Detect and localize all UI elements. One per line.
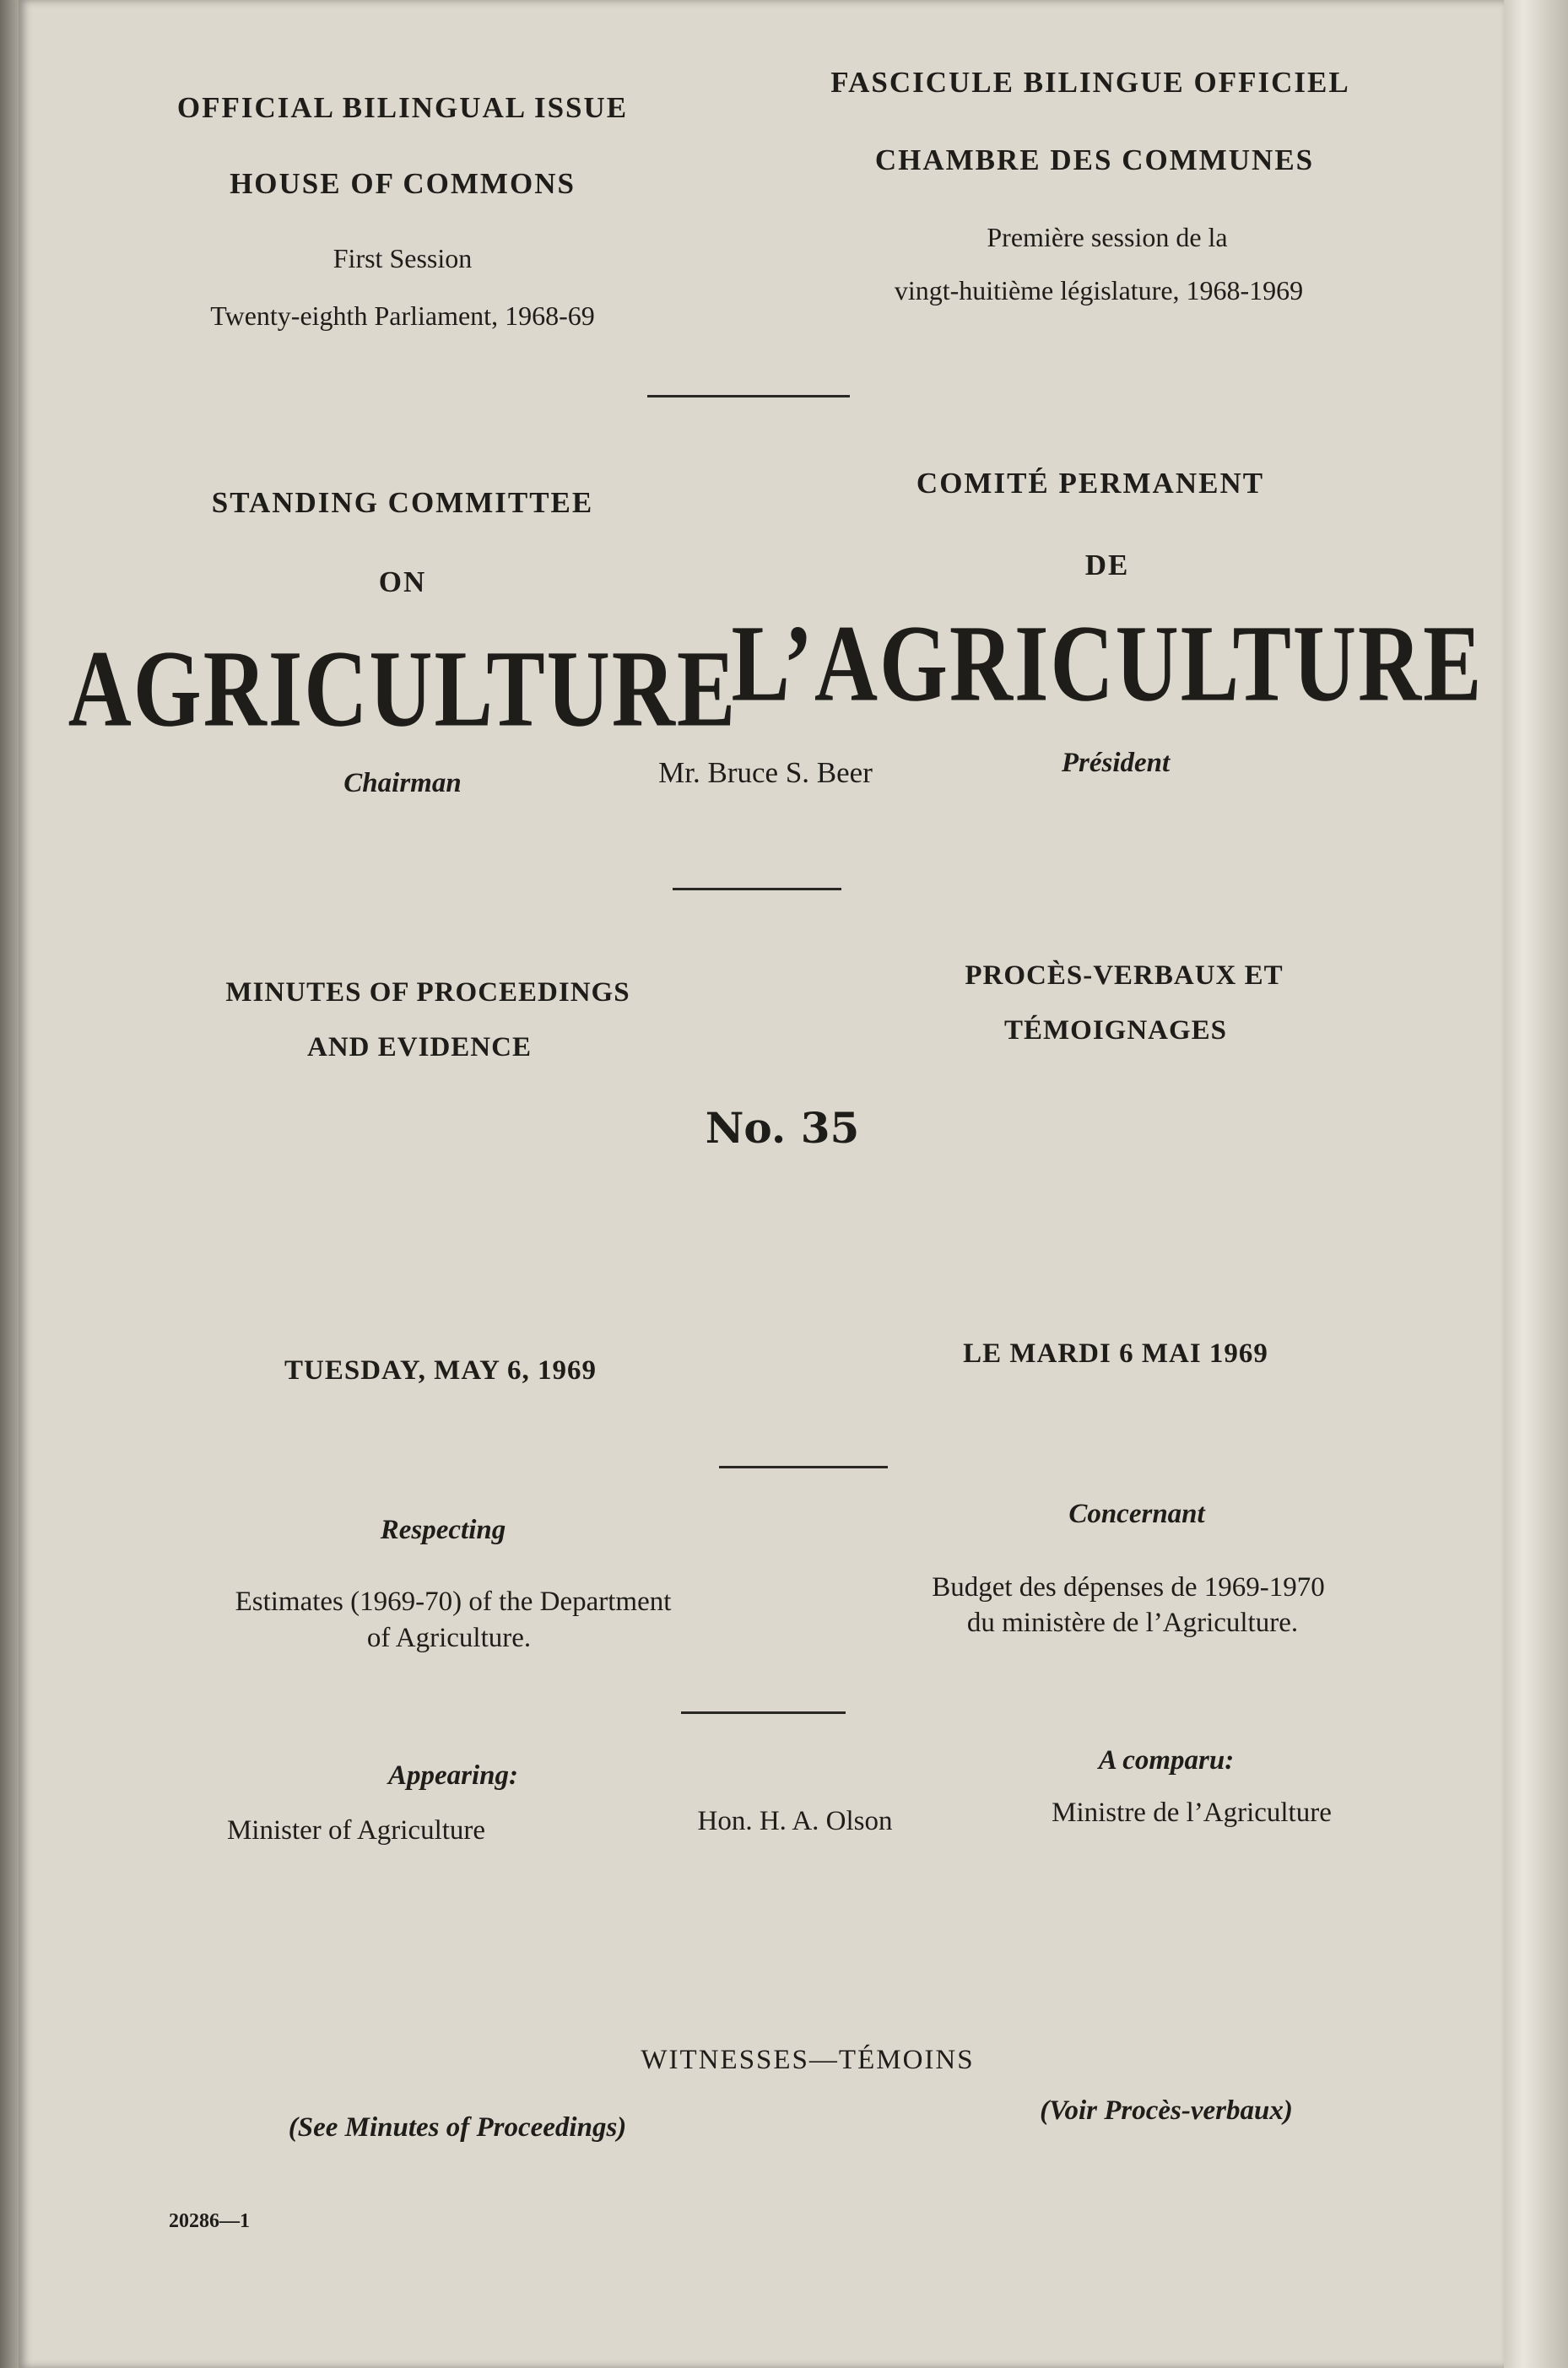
- budget-line-2: du ministère de l’Agriculture.: [966, 1608, 1299, 1638]
- chairman-name: Mr. Bruce S. Beer: [658, 756, 873, 789]
- fascicule-bilingue: FASCICULE BILINGUE OFFICIEL: [830, 66, 1350, 99]
- president-label: Président: [1061, 748, 1171, 778]
- parliament-line: Twenty-eighth Parliament, 1968-69: [210, 300, 595, 331]
- first-session: First Session: [333, 243, 473, 273]
- chambre-des-communes: CHAMBRE DES COMMUNES: [874, 143, 1315, 176]
- and-evidence: AND EVIDENCE: [307, 1032, 532, 1062]
- minutes-of-proceedings: MINUTES OF PROCEEDINGS: [225, 977, 630, 1008]
- a-comparu-label: A comparu:: [1098, 1745, 1235, 1776]
- estimates-line-1: Estimates (1969-70) of the Department: [235, 1587, 672, 1617]
- proces-verbaux: PROCÈS-VERBAUX ET: [965, 960, 1284, 991]
- lagriculture-title: L’AGRICULTURE: [731, 603, 1484, 725]
- mardi-date: LE MARDI 6 MAI 1969: [963, 1338, 1268, 1369]
- concernant-label: Concernant: [1068, 1499, 1205, 1529]
- witnesses-heading: WITNESSES—TÉMOINS: [641, 2045, 975, 2075]
- house-of-commons: HOUSE OF COMMONS: [230, 167, 576, 200]
- estimates-line-2: of Agriculture.: [366, 1623, 532, 1653]
- agriculture-title: AGRICULTURE: [68, 628, 738, 750]
- divider-rule: [681, 1711, 846, 1714]
- minister-name: Hon. H. A. Olson: [697, 1806, 893, 1836]
- see-minutes: (See Minutes of Proceedings): [288, 2112, 627, 2143]
- book-spine: [0, 0, 19, 2368]
- divider-rule: [647, 395, 850, 397]
- budget-line-1: Budget des dépenses de 1969-1970: [932, 1572, 1325, 1603]
- temoignages: TÉMOIGNAGES: [1003, 1015, 1228, 1046]
- page-edge: [1504, 0, 1568, 2368]
- respecting-label: Respecting: [380, 1515, 506, 1545]
- voir-proces-verbaux: (Voir Procès-verbaux): [1040, 2095, 1293, 2126]
- divider-rule: [673, 888, 841, 890]
- appearing-label: Appearing:: [387, 1760, 519, 1791]
- on-label: ON: [378, 565, 427, 598]
- minister-of-agriculture: Minister of Agriculture: [226, 1815, 486, 1846]
- official-bilingual-issue: OFFICIAL BILINGUAL ISSUE: [176, 91, 629, 124]
- print-code: 20286—1: [169, 2210, 250, 2232]
- comite-permanent: COMITÉ PERMANENT: [916, 467, 1265, 500]
- de-label: DE: [1084, 549, 1130, 581]
- document-page: [19, 0, 1504, 2368]
- premiere-session: Première session de la: [987, 222, 1228, 252]
- divider-rule: [719, 1466, 888, 1468]
- legislature-line: vingt-huitième législature, 1968-1969: [894, 275, 1304, 305]
- tuesday-date: TUESDAY, MAY 6, 1969: [284, 1355, 597, 1386]
- standing-committee: STANDING COMMITTEE: [211, 486, 594, 519]
- ministre-de-lagriculture: Ministre de l’Agriculture: [1052, 1798, 1332, 1828]
- chairman-label: Chairman: [343, 768, 462, 798]
- issue-number: No. 35: [705, 1103, 860, 1153]
